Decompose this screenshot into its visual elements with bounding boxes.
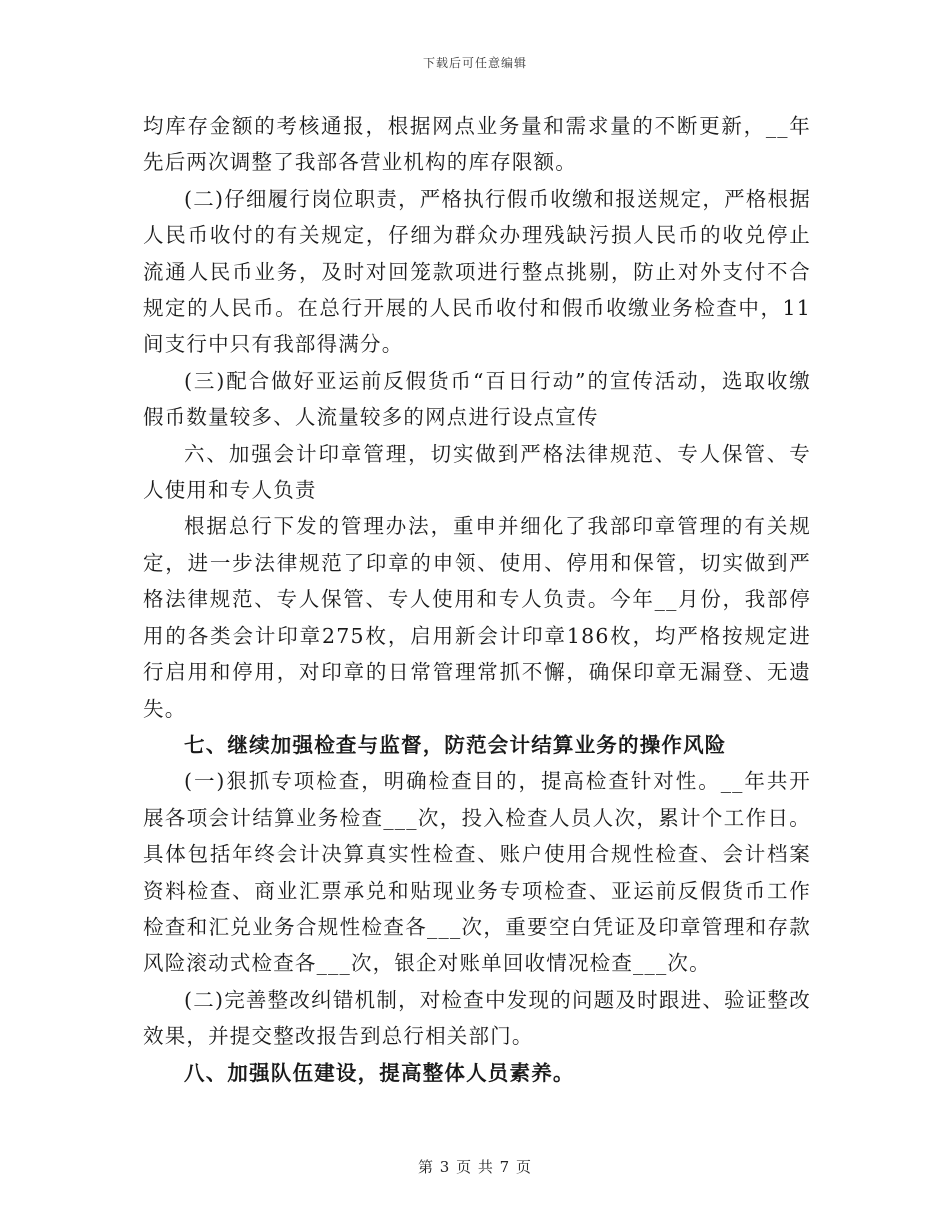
page-header: 下载后可任意编辑 xyxy=(422,56,527,70)
paragraph-special-inspection: (一)狠抓专项检查，明确检查目的，提高检查针对性。__年共开展各项会计结算业务检查___次，投入检查人员人次，累计个工作日。具体包括年终会计决算真实性检查、账户使用合规性检查、会计档案资料检查、商业汇票承兑和贴现业务专项检查、亚运前反假货币工作检查和汇兑业务合规性检查各___次，重要空白凭证及印章管理和存款风险滚动式检查各___次，银企对账单回收情况检查___次。 xyxy=(143,769,811,976)
paragraph-section-seven-heading: 七、继续加强检查与监督，防范会计结算业务的操作风险 xyxy=(184,732,727,757)
paragraph-section-eight-heading: 八、加强队伍建设，提高整体人员素养。 xyxy=(184,1060,575,1085)
paragraph-inventory-limit: 均库存金额的考核通报，根据网点业务量和需求量的不断更新，__年先后两次调整了我部各营业机构的库存限额。 xyxy=(143,114,811,175)
paragraph-rectification: (二)完善整改纠错机制，对检查中发现的问题及时跟进、验证整改效果，并提交整改报告到总行相关部门。 xyxy=(143,987,811,1049)
page-number-footer: 第 3 页 共 7 页 xyxy=(418,1158,532,1176)
paragraph-section-six-heading: 六、加强会计印章管理，切实做到严格法律规范、专人保管、专人使用和专人负责 xyxy=(143,441,811,503)
paragraph-seal-management: 根据总行下发的管理办法，重申并细化了我部印章管理的有关规定，进一步法律规范了印章的申领、使用、停用和保管，切实做到严格法律规范、专人保管、专人使用和专人负责。今年__月份，我部停用的各类会计印章275枚，启用新会计印章186枚，均严格按规定进行启用和停用，对印章的日常管理常抓不懈，确保印章无漏登、无遗失。 xyxy=(143,514,811,721)
document-body xyxy=(143,108,811,1091)
paragraph-duty-performance: (二)仔细履行岗位职责，严格执行假币收缴和报送规定，严格根据人民币收付的有关规定，仔细为群众办理残缺污损人民币的收兑停止流通人民币业务，及时对回笼款项进行整点挑剔，防止对外支付不合规定的人民币。在总行开展的人民币收付和假币收缴业务检查中，11间支行中只有我部得满分。 xyxy=(143,186,811,357)
paragraph-anti-counterfeit-campaign: (三)配合做好亚运前反假货币“百日行动”的宣传活动，选取收缴假币数量较多、人流量较多的网点进行设点宣传 xyxy=(143,368,811,430)
